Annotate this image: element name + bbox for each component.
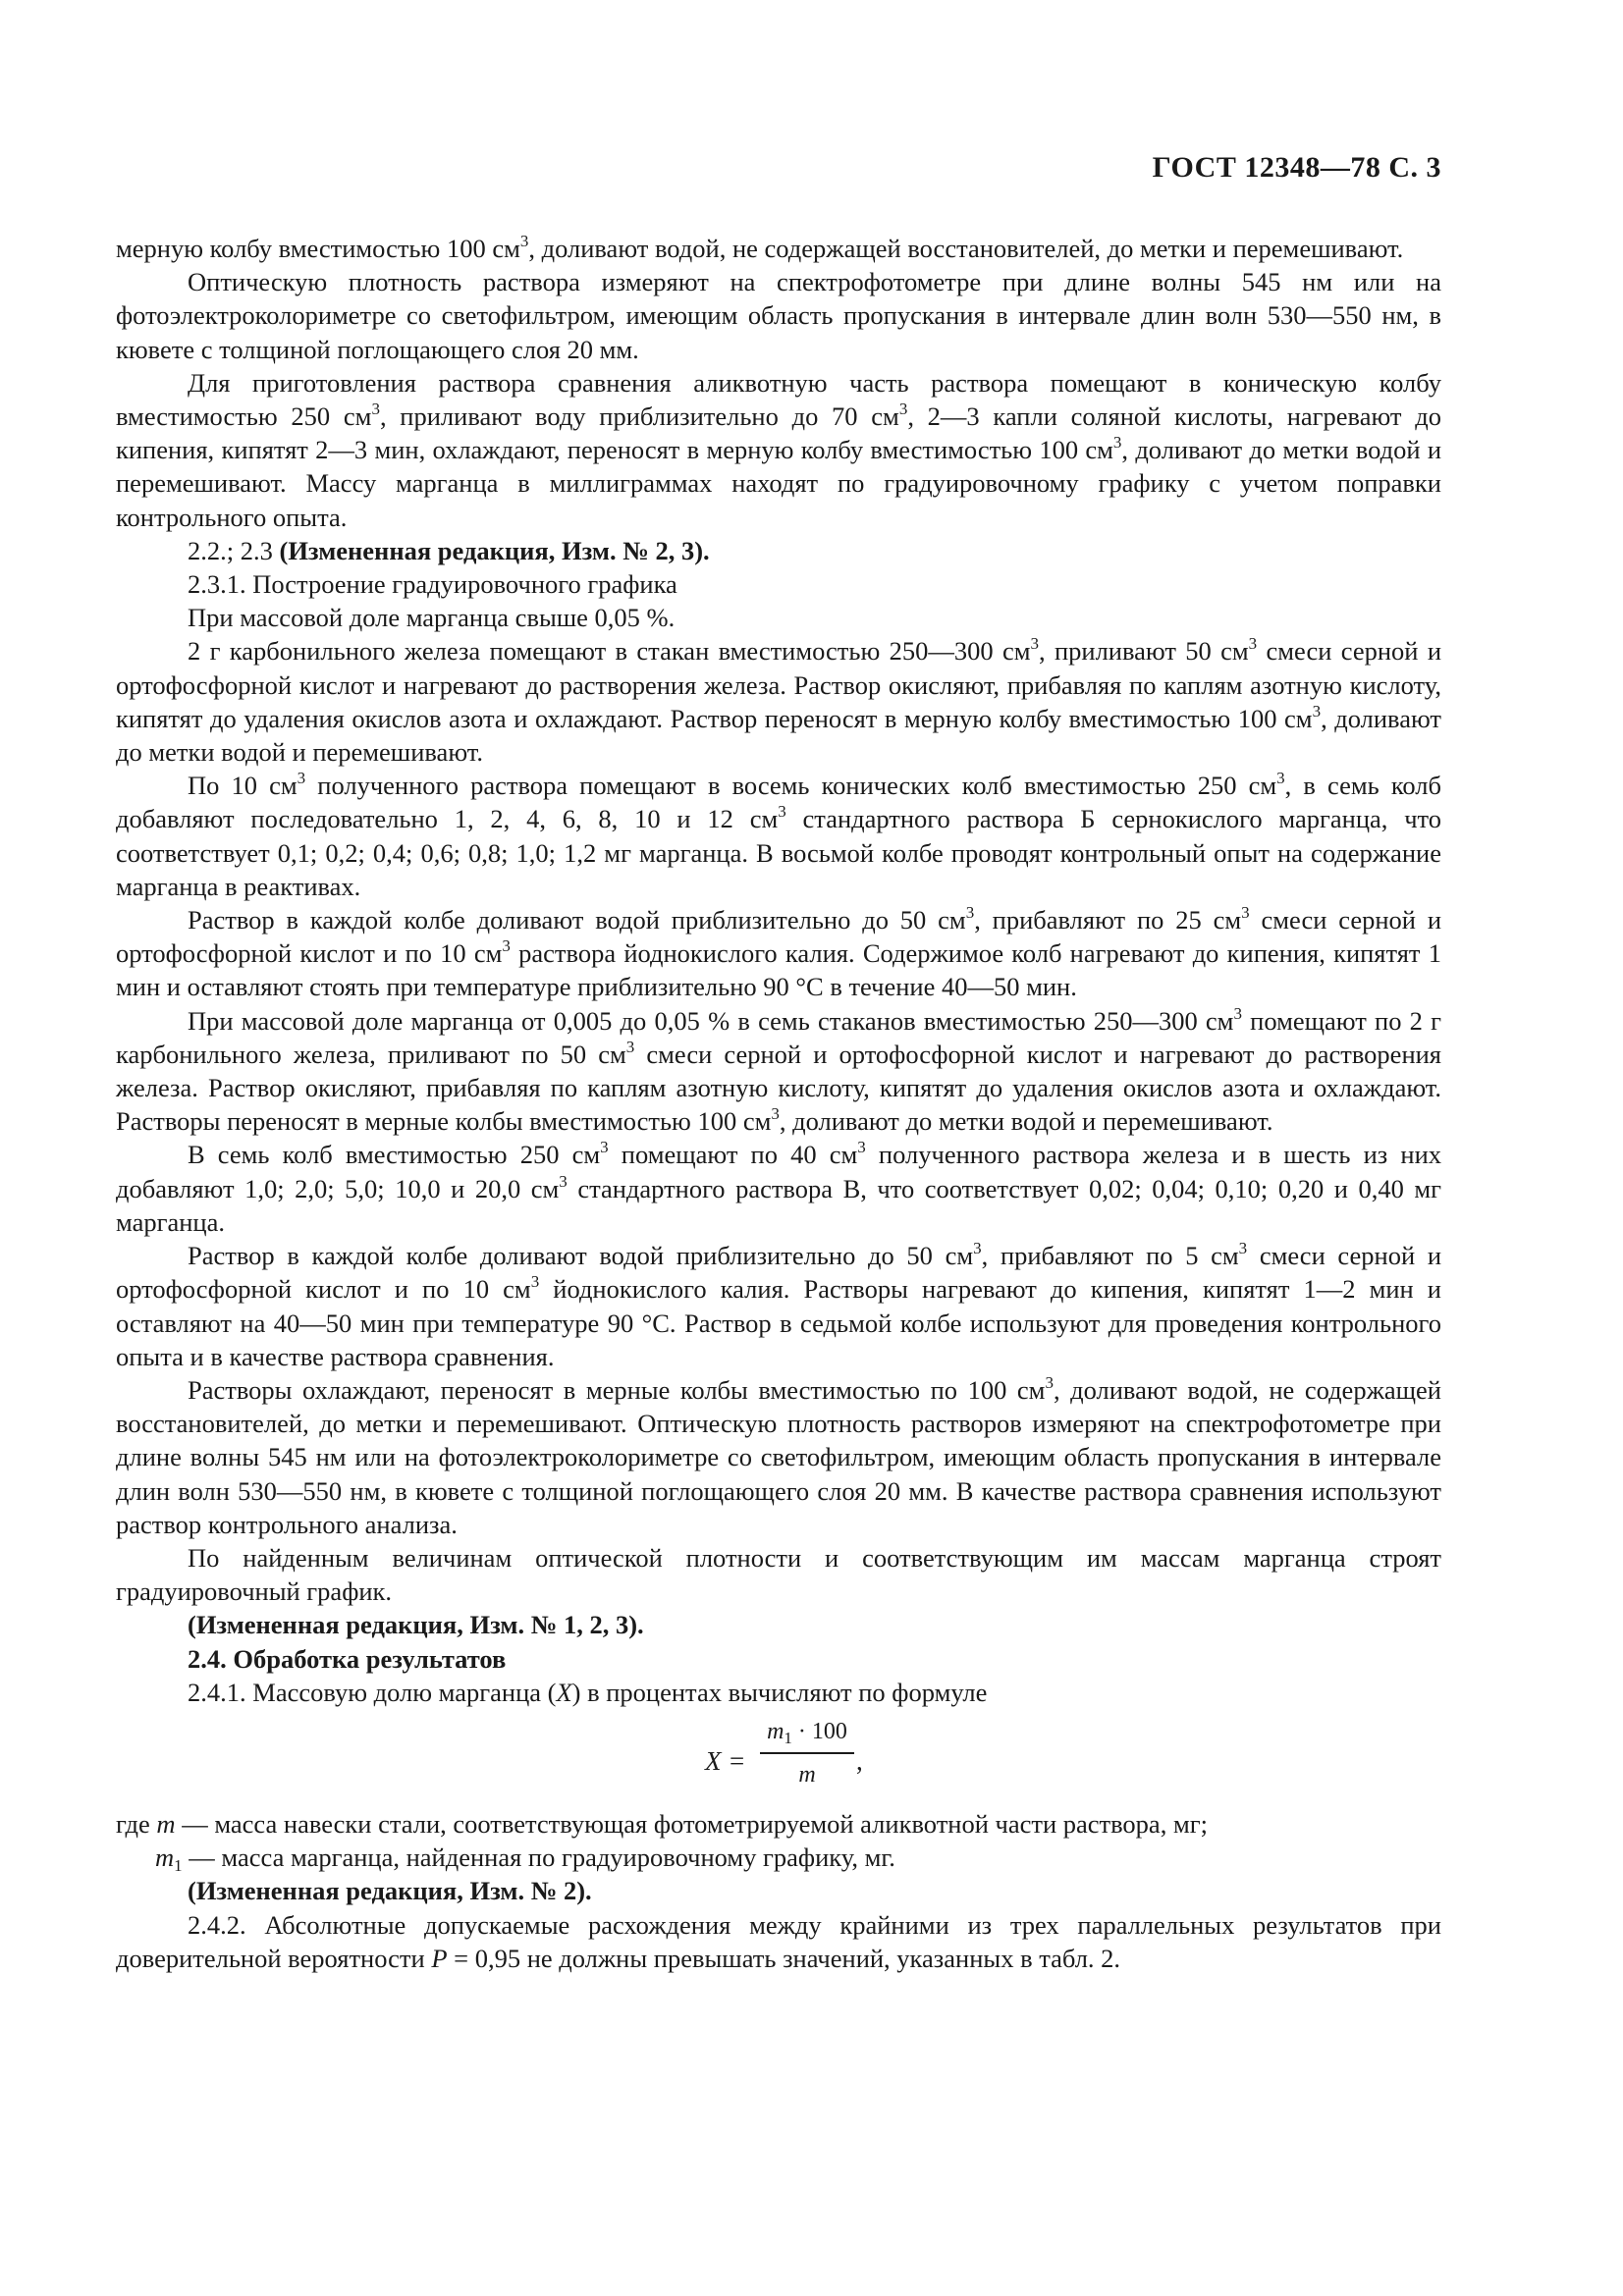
section-2-4-1 (116, 1676, 1441, 1709)
subscript: 1 (174, 1856, 183, 1876)
text-run: смеси серной и ортофосфорной кислот и по 10 см (116, 1241, 1442, 1305)
section-2-3-1-heading: 2.3.1. Построение градуировочного графика (188, 569, 677, 600)
superscript: 3 (965, 903, 975, 923)
text-run: 2.4.2. Абсолютные допускаемые расхождения между крайними из трех параллельных результатов при доверительной вероятности (116, 1909, 1441, 1973)
text-run: смеси серной и ортофосфорной кислот и нагревают до растворения железа. Раствор окисляют, прибавляя по каплям азотную кислоту, кипятят до удаления окислов азота и охлаждают. Растворы переносят в мерные колбы вместимостью 100 см (116, 1039, 1441, 1137)
text-run: , в семь колб добавляют последовательно 1, 2, 4, 6, 8, 10 и 12 см (116, 771, 1441, 834)
text-run: ) в процентах вычисляют по формуле (571, 1677, 988, 1707)
paragraph-continuation (116, 232, 1441, 265)
superscript: 3 (1233, 1003, 1242, 1023)
text-run: где (116, 1808, 157, 1839)
variable: m (156, 1808, 176, 1839)
condition-1: При массовой доле марганца свыше 0,05 %. (188, 603, 676, 633)
text-run: , приливают воду приблизительно до 70 см (379, 401, 899, 432)
superscript: 3 (1045, 1372, 1054, 1392)
text-run: Растворы охлаждают, переносят в мерные колбы вместимостью по 100 см (188, 1374, 1046, 1405)
subscript: 1 (784, 1728, 792, 1747)
paragraph-reference-solution (116, 366, 1441, 534)
amendment-note-3 (116, 1874, 1441, 1907)
superscript: 3 (297, 769, 306, 788)
amendment-note-2 (116, 1608, 1441, 1641)
paragraph-iron-dissolution (116, 634, 1441, 769)
text-run: , доливают водой, не содержащей восстановителей, до метки и перемешивают. Оптическую плотность растворов измеряют на спектрофотометре при длине волны 545 нм или на фотоэлектроколориметре со светофильтром, имеющим область пропускания в интервале длин волн 530—550 нм, в кювете с толщиной поглощающего слоя 20 мм. В качестве раствора сравнения используют раствор контрольного анализа. (116, 1374, 1441, 1539)
superscript: 3 (1030, 634, 1039, 654)
superscript: 3 (778, 802, 786, 822)
paragraph-graph: По найденным величинам оптической плотности и соответствующим им массам марганца строят градуировочный график. (116, 1542, 1441, 1607)
superscript: 3 (1312, 701, 1322, 721)
where-line-2 (116, 1841, 1441, 1874)
superscript: 3 (1112, 433, 1122, 453)
formula-comma: , (856, 1745, 863, 1776)
text-run: помещают по 40 см (608, 1140, 858, 1170)
text-run: По 10 см (188, 771, 298, 801)
text-run: , 2—3 капли соляной кислоты, нагревают до кипения, кипятят 2—3 мин, охлаждают, переносят в мерную колбу вместимостью 100 см (116, 401, 1441, 465)
superscript: 3 (530, 1272, 540, 1292)
superscript: 3 (1248, 634, 1258, 654)
amendment-note-1 (116, 534, 1441, 567)
superscript: 3 (600, 1138, 609, 1157)
superscript: 3 (771, 1104, 780, 1124)
formula-fraction (760, 1715, 854, 1789)
text-run: мерную колбу вместимостью 100 см (116, 234, 520, 263)
superscript: 3 (1238, 1239, 1248, 1258)
superscript: 3 (1241, 903, 1250, 923)
superscript: 3 (973, 1239, 982, 1258)
amendment-bold: (Измененная редакция, Изм. № 2). (188, 1876, 592, 1906)
superscript: 3 (371, 400, 380, 419)
variable: X (556, 1677, 572, 1707)
variable: P (431, 1943, 448, 1973)
variable: m (767, 1718, 784, 1744)
text-run: Раствор в каждой колбе доливают водой приблизительно до 50 см (188, 1241, 974, 1271)
paragraph-low-manganese (116, 1004, 1441, 1139)
text-run: 2 г карбонильного железа помещают в стакан вместимостью 250—300 см (188, 636, 1031, 667)
text-run: помещают по 2 г карбонильного железа, приливают по 50 см (116, 1005, 1441, 1069)
formula-denominator: m (798, 1761, 816, 1788)
text-run: , доливают водой, не содержащей восстановителей, до метки и перемешивают. (528, 234, 1404, 263)
text-run: полученного раствора помещают в восемь конических колб вместимостью 250 см (305, 771, 1277, 801)
text-run: , доливают до метки водой и перемешивают. (116, 703, 1442, 768)
fraction-bar (760, 1752, 854, 1754)
section-2-4-heading (116, 1642, 1441, 1676)
superscript: 3 (519, 232, 529, 250)
text-run: — масса навески стали, соответствующая фотометрируемой аликвотной части раствора, мг; (175, 1808, 1208, 1839)
superscript: 3 (898, 400, 908, 419)
text-run: При массовой доле марганца от 0,005 до 0,05 % в семь стаканов вместимостью 250—300 см (188, 1005, 1234, 1036)
text-run: Для приготовления раствора сравнения аликвотную часть раствора помещают в коническую колбу вместимостью 250 см (116, 367, 1441, 432)
superscript: 3 (857, 1138, 866, 1157)
page-header: ГОСТ 12348—78 С. 3 (1152, 151, 1441, 184)
paragraph-heating-1 (116, 903, 1441, 1004)
amendment-bold: (Измененная редакция, Изм. № 1, 2, 3). (188, 1610, 644, 1640)
formula-block (116, 1709, 1441, 1807)
superscript: 3 (502, 936, 511, 956)
text-run: полученного раствора железа и в шесть из них добавляют 1,0; 2,0; 5,0; 10,0 и 20,0 см (116, 1140, 1441, 1203)
amendment-bold: (Измененная редакция, Изм. № 2, 3). (279, 535, 710, 565)
text-run: = 0,95 не должны превышать значений, указанных в табл. 2. (447, 1943, 1121, 1973)
document-body (116, 232, 1441, 1975)
paragraph-measurement (116, 1373, 1441, 1541)
text-run: · 100 (791, 1718, 847, 1744)
text-run: стандартного раствора В, что соответствует 0,02; 0,04; 0,10; 0,20 и 0,40 мг марганца. (116, 1173, 1442, 1237)
text-run: раствора йоднокислого калия. Содержимое колб нагревают до кипения, кипятят 1 мин и оставляют стоять при температуре приблизительно 90 °С в течение 40—50 мин. (116, 938, 1441, 1002)
paragraph-eight-flasks (116, 769, 1441, 903)
superscript: 3 (625, 1037, 635, 1056)
text-run: смеси серной и ортофосфорной кислот и по 10 см (116, 905, 1442, 969)
where-line-1 (116, 1807, 1441, 1841)
superscript: 3 (1276, 769, 1285, 788)
text-run: , доливают до метки водой и перемешивают. Массу марганца в миллиграммах находят по градуировочному графику с учетом поправки контрольного опыта. (116, 435, 1441, 532)
text-run: , доливают до метки водой и перемешивают. (779, 1106, 1273, 1137)
text-run: Раствор в каждой колбе доливают водой приблизительно до 50 см (188, 905, 966, 935)
section-title: 2.4. Обработка результатов (188, 1643, 507, 1674)
paragraph-seven-flasks (116, 1138, 1441, 1239)
text-run: В семь колб вместимостью 250 см (188, 1140, 601, 1170)
variable: m (155, 1842, 175, 1873)
text-run: 2.4.1. Массовую долю марганца ( (188, 1677, 557, 1707)
text-run: , прибавляют по 25 см (974, 905, 1242, 935)
paragraph-optical-density: Оптическую плотность раствора измеряют на спектрофотометре при длине волны 545 нм или на фотоэлектроколориметре со светофильтром, имеющим область пропускания в интервале длин волн 530—550 нм, в кювете с толщиной поглощающего слоя 20 мм. (116, 267, 1441, 364)
text-run: йоднокислого калия. Растворы нагревают до кипения, кипятят 1—2 мин и оставляют на 40—50 мин при температуре 90 °С. Раствор в седьмой колбе используют для проведения контрольного опыта и в качестве раствора сравнения. (116, 1274, 1441, 1371)
text-run: смеси серной и ортофосфорной кислот и нагревают до растворения железа. Раствор окисляют, прибавляя по каплям азотную кислоту, кипятят до удаления окислов азота и охлаждают. Раствор переносят в мерную колбу вместимостью 100 см (116, 636, 1441, 733)
paragraph-heating-2 (116, 1239, 1441, 1373)
text-run: , прибавляют по 5 см (981, 1241, 1239, 1271)
text-run: 2.2.; 2.3 (188, 535, 280, 565)
section-2-4-2 (116, 1908, 1441, 1975)
formula-lhs: X = (705, 1745, 746, 1776)
superscript: 3 (559, 1171, 568, 1191)
text-run: — масса марганца, найденная по градуировочному графику, мг. (182, 1842, 895, 1873)
formula-numerator (760, 1715, 854, 1748)
text-run: стандартного раствора Б сернокислого марганца, что соответствует 0,1; 0,2; 0,4; 0,6; 0,8; 1,0; 1,2 мг марганца. В восьмой колбе проводят контрольный опыт на содержание марганца в реактивах. (116, 804, 1442, 901)
text-run: , приливают 50 см (1039, 636, 1249, 667)
